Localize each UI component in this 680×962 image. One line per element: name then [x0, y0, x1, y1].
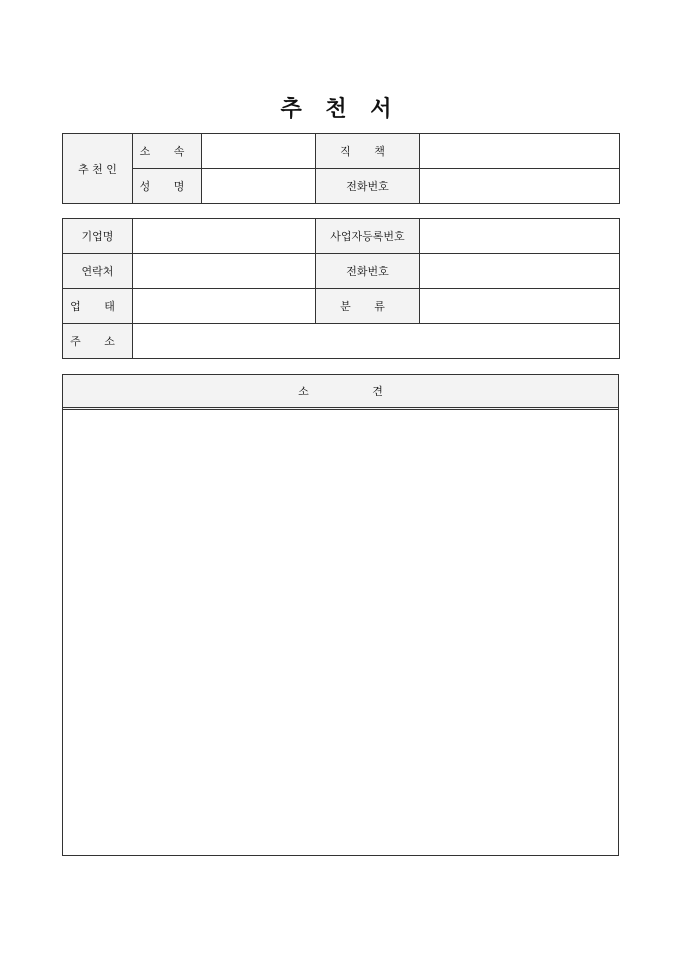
address-label: 주 소 [63, 324, 133, 359]
company-phone-label: 전화번호 [316, 254, 420, 289]
recommender-phone-field[interactable] [420, 169, 620, 204]
name-field[interactable] [202, 169, 316, 204]
affiliation-field[interactable] [202, 134, 316, 169]
affiliation-label: 소 속 [133, 134, 202, 169]
position-field[interactable] [420, 134, 620, 169]
company-phone-field[interactable] [420, 254, 620, 289]
document-title: 추 천 서 [280, 97, 400, 122]
position-label: 직 책 [316, 134, 420, 169]
contact-field[interactable] [133, 254, 316, 289]
recommender-phone-label: 전화번호 [316, 169, 420, 204]
company-name-field[interactable] [133, 219, 316, 254]
opinion-field[interactable] [63, 410, 618, 850]
address-field[interactable] [133, 324, 620, 359]
business-reg-label: 사업자등록번호 [316, 219, 420, 254]
name-label: 성 명 [133, 169, 202, 204]
opinion-label: 소 견 [63, 375, 618, 410]
contact-label: 연락처 [63, 254, 133, 289]
opinion-box [62, 374, 619, 856]
recommender-group-label: 추 천 인 [63, 134, 133, 204]
company-table [62, 218, 620, 359]
business-type-field[interactable] [133, 289, 316, 324]
recommender-table [62, 133, 620, 204]
business-reg-field[interactable] [420, 219, 620, 254]
company-name-label: 기업명 [63, 219, 133, 254]
business-type-label: 업 태 [63, 289, 133, 324]
category-field[interactable] [420, 289, 620, 324]
category-label: 분 류 [316, 289, 420, 324]
